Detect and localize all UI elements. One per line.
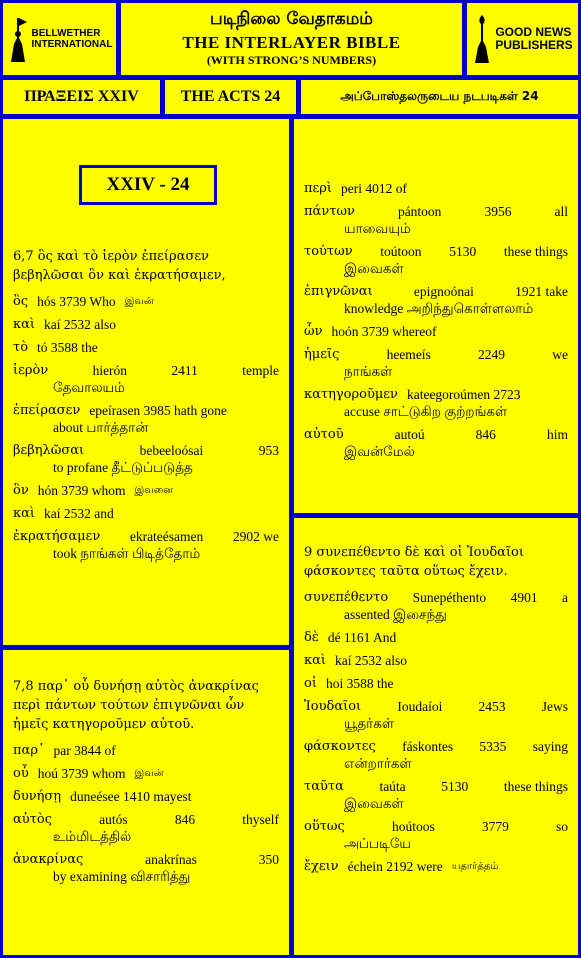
word-entry-line [304, 675, 568, 692]
word-entry-line [13, 811, 279, 828]
word-entry-line [304, 346, 568, 363]
greek-word: ταῦτα [304, 779, 344, 794]
word-gloss: so [555, 819, 568, 834]
word-gloss: 350 [258, 852, 279, 867]
tamil-gloss: இவனை [134, 485, 173, 496]
word-entry-line [13, 293, 279, 310]
word-gloss: peri 4012 of [341, 181, 408, 196]
greek-word: φάσκοντες [304, 739, 376, 754]
word-entry-line [13, 851, 279, 868]
torch-icon [472, 13, 492, 65]
word-entry [304, 180, 568, 197]
greek-word: ἀνακρίνας [13, 852, 84, 867]
word-gloss: epeírasen 3985 hath gone [89, 403, 227, 418]
word-entry-line [304, 203, 568, 220]
word-entry [13, 293, 279, 310]
greek-word: Ἰουδαῖοι [304, 699, 362, 714]
word-gloss: toútoon [380, 244, 422, 259]
word-entry [304, 346, 568, 380]
word-gloss: hoón 3739 whereof [331, 324, 437, 339]
word-gloss: 2411 [171, 363, 198, 378]
word-entry [304, 426, 568, 460]
word-entry [304, 243, 568, 277]
word-gloss: 3779 [481, 819, 509, 834]
greek-word: καὶ [13, 506, 36, 521]
panel-verse-7-8 [0, 647, 292, 958]
greek-word: ὃς [13, 294, 29, 309]
right-logo-line1: GOOD NEWS [495, 24, 572, 39]
word-gloss: Sunepéthento [412, 590, 487, 605]
word-entry-line [13, 505, 279, 522]
word-gloss: epignoónai [413, 284, 474, 299]
tamil-gloss: இவன் [124, 296, 154, 307]
greek-word: δυνήσῃ [13, 789, 62, 804]
word-entry-line [304, 426, 568, 443]
greek-word: τούτων [304, 244, 353, 259]
right-logo-line2: PUBLISHERS [495, 38, 573, 52]
crown-flag-icon [7, 14, 29, 64]
word-entry [304, 778, 568, 812]
word-entry [304, 203, 568, 237]
greek-word: κατηγοροῦμεν [304, 387, 398, 402]
greek-word: αὐτοῦ [304, 427, 344, 442]
word-gloss-continued: உம்மிடத்தில் [53, 829, 132, 844]
word-entry [13, 505, 279, 522]
greek-word: δὲ [304, 630, 319, 645]
word-entry [13, 811, 279, 845]
word-entry-line [13, 339, 279, 356]
word-entry [13, 528, 279, 562]
word-entry-line [304, 386, 568, 403]
word-gloss: par 3844 of [53, 743, 116, 758]
word-entry [13, 742, 279, 759]
word-gloss-continued: நாங்கள் [344, 364, 393, 379]
word-entry [13, 316, 279, 333]
word-gloss-continued: இவைகள் [344, 796, 404, 811]
greek-word: τὸ [13, 340, 29, 355]
word-gloss: fáskontes [402, 739, 454, 754]
word-gloss: duneésee 1410 mayest [70, 789, 192, 804]
word-gloss: 846 [475, 427, 496, 442]
word-gloss: all [554, 204, 568, 219]
greek-word: οἱ [304, 676, 317, 691]
word-gloss: hoi 3588 the [325, 676, 394, 691]
book-tamil-header: அப்போஸ்தலருடைய நடபடிகள் 24 [298, 77, 581, 117]
word-gloss-continued: took நாங்கள் பிடித்தோம் [53, 546, 201, 561]
word-entry [13, 362, 279, 396]
greek-word: ἐπείρασεν [13, 403, 81, 418]
greek-word: ἡμεῖς [304, 347, 340, 362]
greek-word: ἐπιγνῶναι [304, 284, 373, 299]
word-gloss-continued: by examining விசாரித்து [53, 869, 191, 884]
panel-verse-8-cont [291, 116, 581, 516]
greek-word: οὕτως [304, 819, 345, 834]
word-gloss-continued: இவன்மேல் [344, 444, 415, 459]
word-entry [304, 675, 568, 692]
word-gloss: 953 [258, 443, 279, 458]
word-gloss: bebeeloósai [139, 443, 204, 458]
page-subtitle: (WITH STRONG’S NUMBERS) [206, 53, 377, 67]
word-entry [304, 283, 568, 317]
word-gloss: heemeís [386, 347, 431, 362]
greek-word: συνεπέθεντο [304, 590, 389, 605]
word-gloss-continued: என்றார்கள் [344, 756, 412, 771]
word-entry-line [304, 698, 568, 715]
greek-word: ἔχειν [304, 859, 339, 874]
word-gloss: 2453 [478, 699, 506, 714]
greek-word: ἱερὸν [13, 363, 49, 378]
word-gloss: kaí 2532 also [335, 653, 408, 668]
word-gloss: pántoon [397, 204, 442, 219]
word-gloss: Ioudaíoi [397, 699, 443, 714]
word-gloss-continued: about பார்த்தான் [53, 420, 149, 435]
word-gloss: autós [99, 812, 128, 827]
good-news-logo [464, 0, 581, 78]
greek-word: περὶ [304, 181, 333, 196]
word-entry [304, 323, 568, 340]
word-entry-line [13, 482, 279, 499]
word-entry [13, 402, 279, 436]
word-entry-line [304, 818, 568, 835]
word-gloss-continued: accuse சாட்டுகிற குற்றங்கள் [344, 404, 508, 419]
word-entry-line [304, 858, 568, 875]
word-gloss-continued: அப்படியே [344, 836, 411, 851]
word-gloss: Jews [541, 699, 568, 714]
word-gloss: tó 3588 the [37, 340, 98, 355]
word-gloss: hierón [92, 363, 128, 378]
word-gloss: échein 2192 were [347, 859, 443, 874]
word-gloss: 5130 [449, 244, 477, 259]
word-entry-line [304, 629, 568, 646]
word-gloss: taúta [379, 779, 406, 794]
word-gloss: kateegoroúmen 2723 [406, 387, 521, 402]
word-gloss: ekrateésamen [129, 529, 204, 544]
word-entry-line [13, 316, 279, 333]
tamil-gloss: இவன் [134, 768, 164, 779]
word-gloss: kaí 2532 also [44, 317, 117, 332]
word-gloss: 2249 [478, 347, 506, 362]
word-entry [304, 386, 568, 420]
word-entry [304, 858, 568, 875]
word-entry-line [13, 362, 279, 379]
word-entry [304, 589, 568, 623]
word-entry-line [13, 742, 279, 759]
word-entry-line [304, 243, 568, 260]
word-entry-line [304, 180, 568, 197]
greek-word: ὧν [304, 324, 323, 339]
word-gloss: 5130 [441, 779, 469, 794]
word-gloss: hoútoos [391, 819, 435, 834]
word-entry-line [13, 442, 279, 459]
greek-word: καὶ [304, 653, 327, 668]
word-gloss: 4901 [510, 590, 538, 605]
left-logo-line2: INTERNATIONAL [31, 39, 113, 50]
greek-word: ὃν [13, 483, 29, 498]
word-entry-line [13, 402, 279, 419]
word-gloss: 5335 [479, 739, 507, 754]
tamil-gloss: யதார்த்தம் [451, 861, 499, 872]
word-gloss: hós 3739 Who [37, 294, 116, 309]
word-gloss-continued: to profane தீட்டுப்படுத்த [53, 460, 193, 475]
word-gloss-continued: யாவையும் [344, 221, 411, 236]
word-entry-line [13, 528, 279, 545]
word-entry-line [13, 788, 279, 805]
word-gloss: these things [503, 244, 568, 259]
title-block [118, 0, 465, 78]
word-entry [304, 629, 568, 646]
word-entry [304, 818, 568, 852]
word-entry-line [304, 323, 568, 340]
word-gloss: temple [242, 363, 279, 378]
word-entry [304, 738, 568, 772]
word-gloss-continued: assented இசைந்து [344, 607, 447, 622]
greek-word: πάντων [304, 204, 355, 219]
word-gloss: 846 [174, 812, 196, 827]
title-tamil: படிநிலை வேதாகமம் [210, 9, 373, 29]
word-gloss: 3956 [484, 204, 512, 219]
word-entry [13, 765, 279, 782]
word-gloss: him [546, 427, 568, 442]
word-gloss: hón 3739 whom [37, 483, 126, 498]
word-gloss: these things [503, 779, 568, 794]
panel-verse-9 [291, 515, 581, 958]
greek-word: βεβηλῶσαι [13, 443, 85, 458]
book-greek-header: ΠΡΑΞΕΙΣ XXIV [0, 77, 163, 117]
page-title: THE INTERLAYER BIBLE [182, 33, 401, 52]
word-entry [304, 652, 568, 669]
word-gloss: autoú [394, 427, 425, 442]
word-gloss: anakrínas [145, 852, 197, 867]
word-entry-line [304, 589, 568, 606]
word-gloss-continued: யூதர்கள் [344, 716, 395, 731]
verse-greek-text: 6,7 ὃς καὶ τὸ ἱερὸν ἐπείρασεν βεβηλῶσαι ὃν καὶ ἐκρατήσαμεν, [13, 249, 226, 283]
word-entry-line [304, 283, 568, 300]
word-gloss: 2902 we [232, 529, 279, 544]
word-entry [304, 698, 568, 732]
word-entry [13, 482, 279, 499]
left-logo-line1: BELLWETHER [31, 28, 101, 39]
greek-word: οὗ [13, 766, 29, 781]
word-entry-line [304, 778, 568, 795]
bellwether-logo [0, 0, 119, 78]
greek-word: παρ᾽ [13, 743, 45, 758]
word-gloss: dé 1161 And [327, 630, 397, 645]
word-gloss: a [562, 590, 568, 605]
word-gloss-continued: knowledge அறிந்துகொள்ளலாம் [344, 301, 534, 316]
greek-word: αὐτὸς [13, 812, 52, 827]
word-gloss-continued: இவைகள் [344, 261, 404, 276]
word-gloss: hoú 3739 whom [37, 766, 126, 781]
chapter-label: XXIV - 24 [79, 165, 217, 205]
word-gloss: 1921 take [515, 284, 568, 299]
word-gloss: saying [532, 739, 568, 754]
verse-greek-text: 9 συνεπέθεντο δὲ καὶ οἱ Ἰουδαῖοι φάσκοντες ταῦτα οὕτως ἔχειν. [304, 545, 524, 579]
word-entry-line [13, 765, 279, 782]
word-entry [13, 788, 279, 805]
word-gloss: we [552, 347, 568, 362]
verse-greek-text: 7,8 παρ᾽ οὗ δυνήσῃ αὐτὸς ἀνακρίνας περὶ πάντων τούτων ἐπιγνῶναι ὧν ἡμεῖς κατηγοροῦμεν αὐτοῦ. [13, 679, 259, 732]
word-entry [13, 851, 279, 885]
word-entry [13, 339, 279, 356]
word-gloss-continued: தேவாலயம் [53, 380, 125, 395]
word-gloss: thyself [242, 812, 279, 827]
word-entry [13, 442, 279, 476]
greek-word: καὶ [13, 317, 36, 332]
panel-verse-6-7 [0, 116, 292, 648]
word-entry-line [304, 738, 568, 755]
greek-word: ἐκρατήσαμεν [13, 529, 101, 544]
book-english-header: THE ACTS 24 [162, 77, 299, 117]
word-gloss: kaí 2532 and [44, 506, 114, 521]
word-entry-line [304, 652, 568, 669]
